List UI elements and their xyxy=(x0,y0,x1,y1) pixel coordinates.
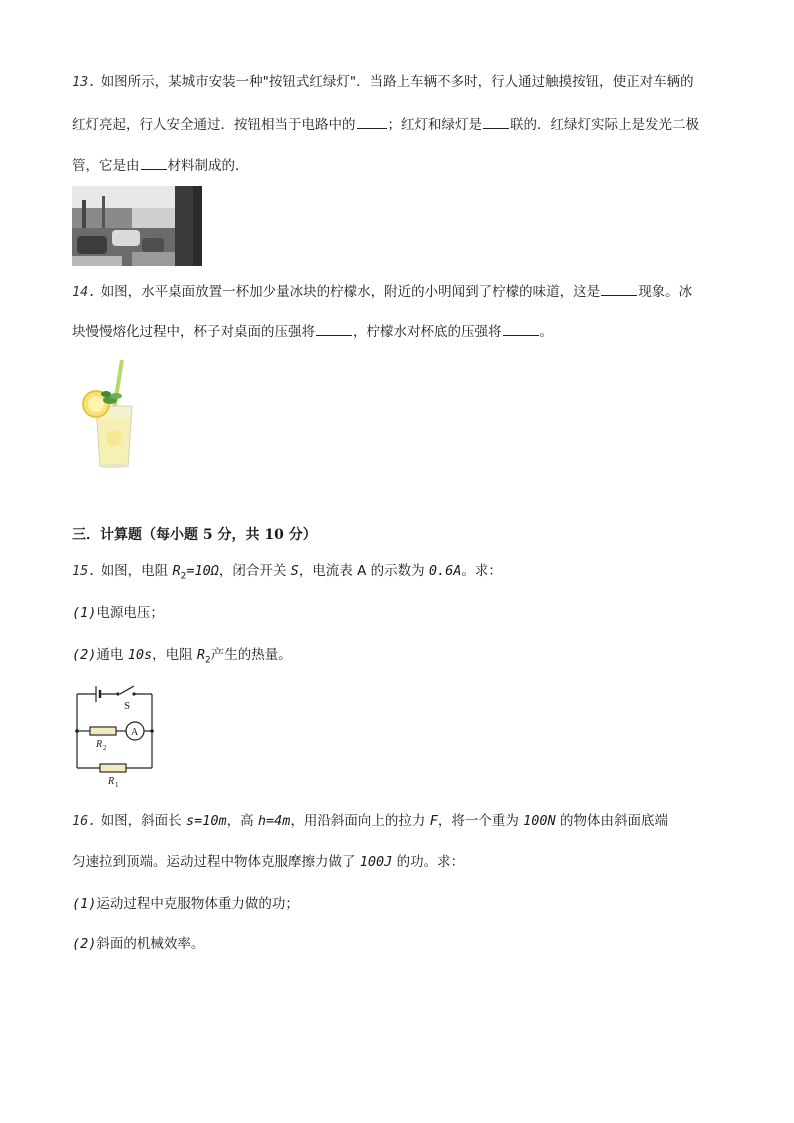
q16-sub1-text: 运动过程中克服物体重力做的功； xyxy=(96,896,299,912)
r2-symbol: R xyxy=(196,647,206,663)
r2-symbol: R xyxy=(172,563,181,579)
answer-blank[interactable] xyxy=(141,157,167,170)
switch-symbol: S xyxy=(290,563,299,579)
answer-blank[interactable] xyxy=(601,283,637,296)
q15-stem-a: 如图，电阻 xyxy=(100,563,173,579)
q14-text-2c: 。 xyxy=(539,324,553,340)
q15-stem-d: 。求： xyxy=(461,563,502,579)
q16-sub2-text: 斜面的机械效率。 xyxy=(96,936,205,952)
q13-text-2c: 联的．红绿灯实际上是发光二极 xyxy=(510,117,699,133)
q15-sub-1 xyxy=(72,603,164,623)
section-3-title: 三．计算题（每小题 5 分，共 10 分） xyxy=(72,527,317,543)
friction-work-value: 100J xyxy=(359,854,393,870)
q13-line-1 xyxy=(72,72,694,92)
q16-number: 16. xyxy=(72,813,97,829)
q16-line-1 xyxy=(72,811,668,831)
r1-label-sub: 1 xyxy=(115,781,119,789)
q16-text-1e: 的物体由斜面底端 xyxy=(555,813,668,829)
q14-text-2a: 块慢慢熔化过程中，杯子对桌面的压强将 xyxy=(72,324,315,340)
q14-line-2 xyxy=(72,322,553,342)
answer-blank[interactable] xyxy=(357,116,387,129)
q16-sub1-number: (1) xyxy=(72,896,97,912)
q15-sub2-number: (2) xyxy=(72,647,97,663)
slope-height: h=4m xyxy=(257,813,291,829)
q13-text-2a: 红灯亮起，行人安全通过．按钮相当于电路中的 xyxy=(72,117,356,133)
q15-sub1-text: 电源电压； xyxy=(96,605,164,621)
street-traffic-photo xyxy=(72,186,202,266)
q13-line-2 xyxy=(72,115,699,135)
q16-text-1a: 如图，斜面长 xyxy=(100,813,186,829)
lemonade-glass-picture xyxy=(76,358,140,470)
time-value: 10s xyxy=(127,647,153,663)
answer-blank[interactable] xyxy=(483,116,509,129)
q13-line-3 xyxy=(72,156,249,176)
q16-text-1c: ，用沿斜面向上的拉力 xyxy=(290,813,430,829)
q14-number: 14. xyxy=(72,284,97,300)
weight-value: 100N xyxy=(523,813,556,829)
q14-text-2b: ，柠檬水对杯底的压强将 xyxy=(353,324,502,340)
q13-text-3a: 管，它是由 xyxy=(72,158,140,174)
ammeter-label: A xyxy=(131,727,139,738)
q16-sub-1 xyxy=(72,894,299,914)
q13-text-2b: ；红灯和绿灯是 xyxy=(387,117,482,133)
q16-sub-2 xyxy=(72,934,204,954)
q14-text-1a: 如图，水平桌面放置一杯加少量冰块的柠檬水，附近的小明闻到了柠檬的味道，这是 xyxy=(100,284,601,300)
q13-text-3b: 材料制成的． xyxy=(167,158,249,174)
r2-value: =10Ω xyxy=(186,563,219,579)
q15-stem xyxy=(72,561,502,587)
r2-subscript: 2 xyxy=(205,655,211,666)
q16-sub2-number: (2) xyxy=(72,936,97,952)
r2-label: R xyxy=(96,739,103,750)
q16-text-2b: 的功。求： xyxy=(392,854,465,870)
circuit-diagram xyxy=(70,680,160,792)
answer-blank[interactable] xyxy=(503,323,539,336)
q16-line-2 xyxy=(72,852,464,872)
q16-text-2a: 匀速拉到顶端。运动过程中物体克服摩擦力做了 xyxy=(72,854,360,870)
slope-length: s=10m xyxy=(185,813,227,829)
q15-sub1-number: (1) xyxy=(72,605,97,621)
q13-number: 13. xyxy=(72,74,97,90)
q15-sub-2 xyxy=(72,645,292,671)
r2-label-sub: 2 xyxy=(103,744,107,752)
answer-blank[interactable] xyxy=(316,323,352,336)
r2-subscript: 2 xyxy=(180,571,187,582)
q15-sub2-b: ，电阻 xyxy=(152,647,197,663)
q16-text-1d: ，将一个重为 xyxy=(437,813,524,829)
q15-number: 15. xyxy=(72,563,97,579)
q13-text-1: 如图所示，某城市安装一种"按钮式红绿灯"．当路上车辆不多时，行人通过触摸按钮，使正对车辆的 xyxy=(100,74,694,90)
q16-text-1b: ，高 xyxy=(226,813,258,829)
switch-label: S xyxy=(124,700,131,712)
q15-sub2-a: 通电 xyxy=(96,647,128,663)
q15-stem-c: ，电流表 A 的示数为 xyxy=(298,563,429,579)
q15-sub2-c: 产生的热量。 xyxy=(210,647,292,663)
q15-stem-b: ，闭合开关 xyxy=(218,563,291,579)
q14-text-1b: 现象。冰 xyxy=(638,284,693,300)
r1-label: R xyxy=(108,776,115,787)
force-symbol: F xyxy=(429,813,438,829)
current-value: 0.6A xyxy=(428,563,462,579)
q14-line-1 xyxy=(72,282,692,302)
